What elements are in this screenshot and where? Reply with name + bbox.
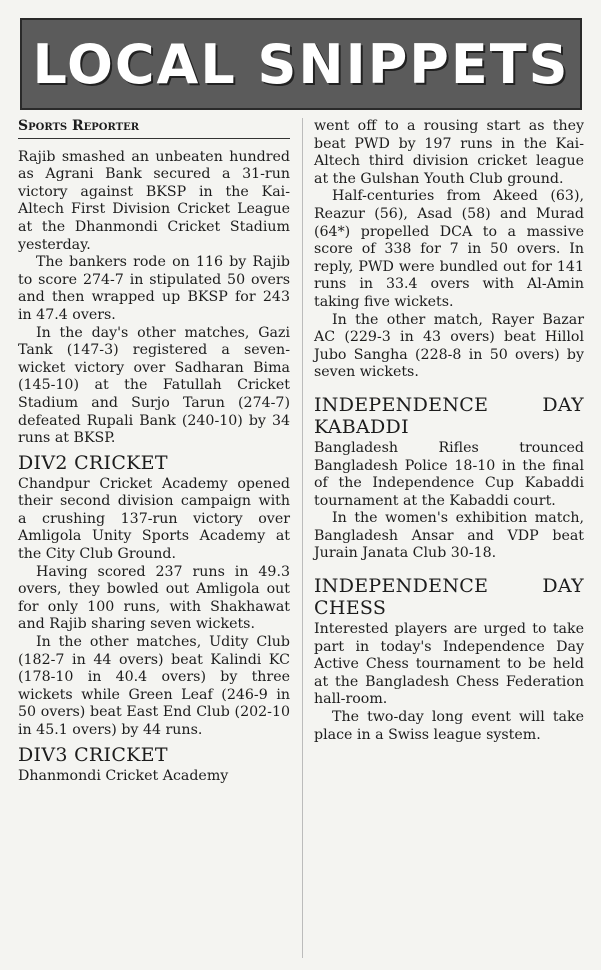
banner — [20, 18, 582, 110]
section-heading-kabaddi: INDEPENDENCE DAY KABADDI — [314, 393, 584, 438]
article-paragraph: In the other matches, Udity Club (182-7 in 44 overs) beat Kalindi KC (178-10 in 40.4 overs) by three wickets while Green Leaf (246-9 in 50 overs) beat East End Club (202-10 in 45.1 overs) by 44 runs. — [18, 634, 290, 738]
article-paragraph: Interested players are urged to take part in today's Independence Day Active Chess tournament to be held at the Bangladesh Chess Federation hall-room. — [314, 621, 584, 708]
article-paragraph: Having scored 237 runs in 49.3 overs, they bowled out Amligola out for only 100 runs, with Shakhawat and Rajib sharing seven wickets. — [18, 563, 290, 633]
article-paragraph: Dhanmondi Cricket Academy — [18, 767, 229, 784]
article-paragraph: Rajib smashed an unbeaten hundred as Agrani Bank secured a 31-run victory against BKSP in the Kai-Altech First Division Cricket League at the Dhanmondi Cricket Stadium yesterday. — [18, 148, 290, 253]
section-heading-div2: DIV2 CRICKET — [18, 451, 168, 474]
left-column — [18, 118, 290, 785]
column-divider — [302, 118, 303, 958]
article-paragraph: In the day's other matches, Gazi Tank (147-3) registered a seven-wicket victory over Sadharan Bima (145-10) at the Fatullah Cricket Stadium and Surjo Tarun (274-7) defeated Rupali Bank (240-10) by 34 runs at BKSP. — [18, 324, 290, 447]
byline: Sports Reporter — [18, 118, 290, 139]
article-paragraph: In the women's exhibition match, Bangladesh Ansar and VDP beat Jurain Janata Club 30-18. — [314, 510, 584, 562]
section-heading-div3: DIV3 CRICKET — [18, 743, 168, 766]
right-column — [314, 118, 584, 744]
article-paragraph: went off to a rousing start as they beat PWD by 197 runs in the Kai-Altech third division cricket league at the Gulshan Youth Club ground. — [314, 118, 584, 187]
article-paragraph: Half-centuries from Akeed (63), Reazur (56), Asad (58) and Murad (64*) propelled DCA to a massive score of 338 for 7 in 50 overs. In reply, PWD were bundled out for 141 runs in 33.4 overs with Al-Amin taking five wickets. — [314, 188, 584, 310]
article-paragraph: Bangladesh Rifles trounced Bangladesh Police 18-10 in the final of the Independence Cup Kabaddi tournament at the Kabaddi court. — [314, 439, 584, 509]
article-paragraph: The bankers rode on 116 by Rajib to score 274-7 in stipulated 50 overs and then wrapped up BKSP for 243 in 47.4 overs. — [18, 254, 290, 323]
page-title: LOCAL SNIPPETS — [32, 32, 570, 96]
article-paragraph: Chandpur Cricket Academy opened their second division campaign with a crushing 137-run victory over Amligola Unity Sports Academy at the City Club Ground. — [18, 475, 290, 563]
article-paragraph: In the other match, Rayer Bazar AC (229-3 in 43 overs) beat Hillol Jubo Sangha (228-8 in 50 overs) by seven wickets. — [314, 311, 584, 381]
section-heading-chess: INDEPENDENCE DAY CHESS — [314, 575, 584, 620]
article-paragraph: The two-day long event will take place in a Swiss league system. — [314, 709, 584, 743]
